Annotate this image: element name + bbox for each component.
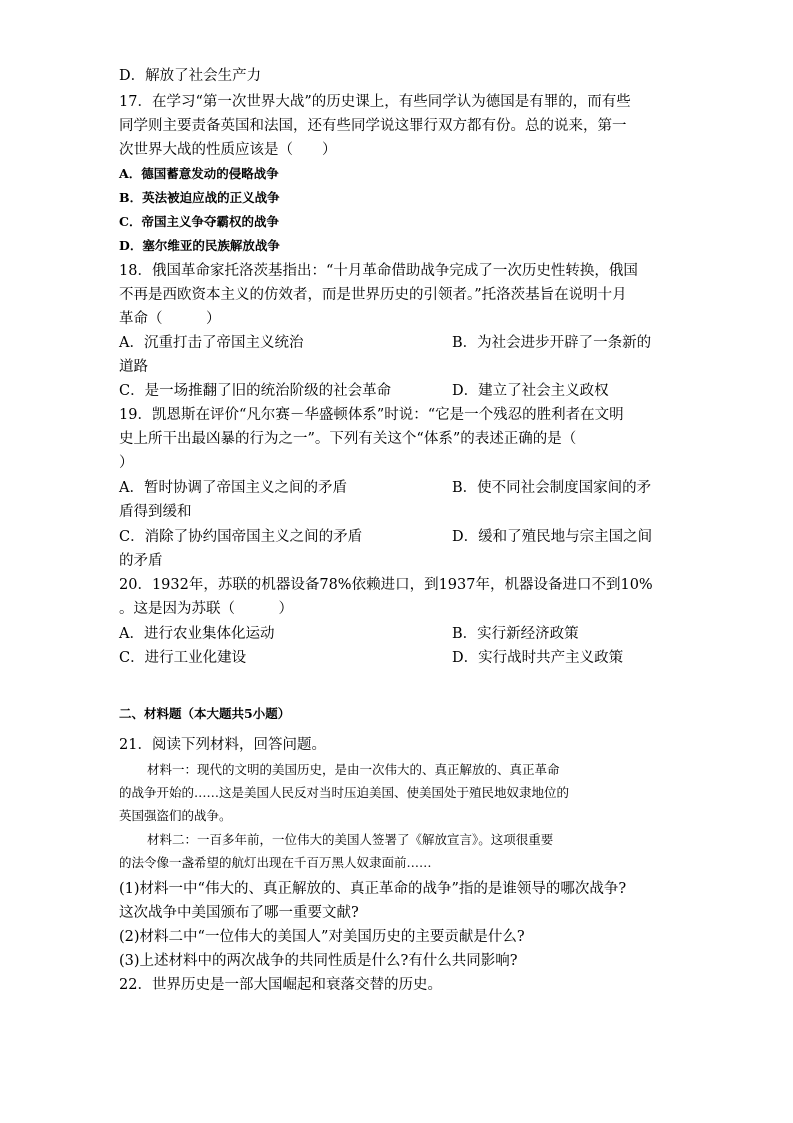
q18-stem-line-3: 革命（ ） [119, 311, 221, 327]
q19-stem-line-1: 19．凯恩斯在评价“凡尔赛－华盛顿体系”时说：“它是一个残忍的胜利者在文明 [119, 407, 624, 423]
q17-option-c: C．帝国主义争夺霸权的战争 [119, 214, 279, 229]
q18-option-b: B．为社会进步开辟了一条新的 [452, 335, 652, 351]
q17-stem-line-2: 同学则主要责备英国和法国，还有些同学说这罪行双方都有份。总的说来，第一 [119, 118, 627, 134]
q19-option-a: A．暂时协调了帝国主义之间的矛盾 [119, 480, 347, 496]
section-2-title: 二、材料题（本大题共5小题） [119, 706, 291, 721]
q21-material-1-line-1: 材料一：现代的文明的美国历史，是由一次伟大的、真正解放的、真正革命 [147, 762, 560, 777]
prev-question-option-d: D．解放了社会生产力 [119, 68, 262, 84]
q21-question-2: (2)材料二中“一位伟大的美国人”对美国历史的主要贡献是什么? [119, 929, 525, 945]
q21-question-1-continued: 这次战争中美国颁布了哪一重要文献? [119, 905, 359, 921]
q20-stem-line-1: 20．1932年，苏联的机器设备78%依赖进口，到1937年，机器设备进口不到10% [119, 577, 653, 593]
q21-material-1-line-3: 英国强盗们的战争。 [119, 808, 232, 823]
q20-stem-line-2: 。这是因为苏联（ ） [119, 601, 293, 617]
q20-option-d: D．实行战时共产主义政策 [452, 650, 624, 666]
q19-option-d: D．缓和了殖民地与宗主国之间 [452, 529, 653, 545]
q20-option-c: C．进行工业化建设 [119, 650, 247, 666]
q19-option-d-continued: 的矛盾 [119, 553, 163, 569]
q18-stem-line-1: 18．俄国革命家托洛茨基指出：“十月革命借助战争完成了一次历史性转换，俄国 [119, 263, 638, 279]
q21-material-2-line-2: 的法令像一盏希望的航灯出现在千百万黑人奴隶面前…… [119, 855, 432, 870]
q21-question-3: (3)上述材料中的两次战争的共同性质是什么?有什么共同影响? [119, 953, 518, 969]
q18-option-d: D．建立了社会主义政权 [452, 383, 609, 399]
q21-intro: 21．阅读下列材料，回答问题。 [119, 737, 326, 753]
q20-option-b: B．实行新经济政策 [452, 626, 579, 642]
q21-question-1: (1)材料一中“伟大的、真正解放的、真正革命的战争”指的是谁领导的哪次战争? [119, 881, 627, 897]
q19-stem-line-3: ） [119, 455, 134, 471]
q17-stem-line-1: 17．在学习“第一次世界大战”的历史课上，有些同学认为德国是有罪的，而有些 [119, 94, 631, 110]
q18-option-a: A．沉重打击了帝国主义统治 [119, 335, 304, 351]
q18-option-c: C．是一场推翻了旧的统治阶级的社会革命 [119, 383, 392, 399]
q17-option-b: B．英法被迫应战的正义战争 [119, 190, 280, 205]
q19-stem-line-2: 史上所干出最凶暴的行为之一”。下列有关这个“体系”的表述正确的是（ [119, 431, 577, 447]
q22-intro: 22．世界历史是一部大国崛起和衰落交替的历史。 [119, 977, 442, 993]
q18-option-b-continued: 道路 [119, 359, 148, 375]
q19-option-b: B．使不同社会制度国家间的矛 [452, 480, 652, 496]
q21-material-1-line-2: 的战争开始的……这是美国人民反对当时压迫美国、使美国处于殖民地奴隶地位的 [119, 785, 570, 800]
q19-option-b-continued: 盾得到缓和 [119, 504, 192, 520]
q21-material-2-line-1: 材料二：一百多年前，一位伟大的美国人签署了《解放宣言》。这项很重要 [147, 832, 554, 847]
q17-option-a: A．德国蓄意发动的侵略战争 [119, 166, 279, 181]
q17-option-d: D．塞尔维亚的民族解放战争 [119, 238, 280, 253]
q20-option-a: A．进行农业集体化运动 [119, 626, 275, 642]
q17-stem-line-3: 次世界大战的性质应该是（ ） [119, 142, 337, 158]
q19-option-c: C．消除了协约国帝国主义之间的矛盾 [119, 529, 363, 545]
q18-stem-line-2: 不再是西欧资本主义的仿效者，而是世界历史的引领者。”托洛茨基旨在说明十月 [119, 287, 627, 303]
